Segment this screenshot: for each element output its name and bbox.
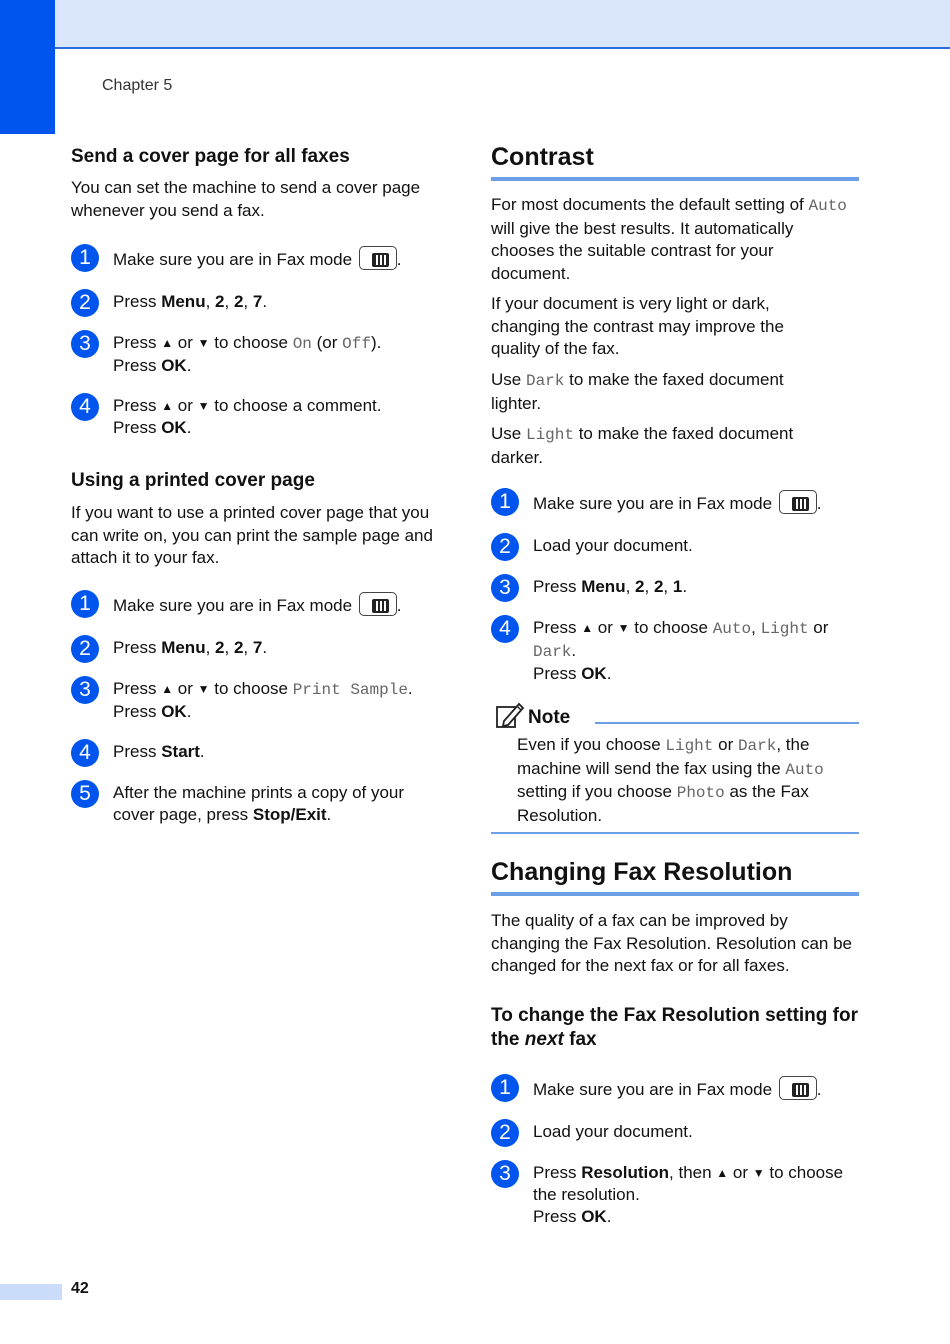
step-text: Make sure you are in Fax mode . [533, 1076, 859, 1101]
step-number: 3 [491, 1160, 519, 1188]
down-arrow-icon: ▼ [197, 682, 210, 696]
step-number: 2 [71, 289, 99, 317]
resolution-subheading: To change the Fax Resolution setting for the next fax [491, 1005, 859, 1050]
fax-key-icon [779, 1076, 817, 1100]
step-number: 2 [491, 533, 519, 561]
step-number: 2 [491, 1119, 519, 1147]
heading-rule [491, 177, 859, 181]
step-number: 3 [71, 676, 99, 704]
step-text: Make sure you are in Fax mode . [533, 490, 859, 515]
page-number-bar [0, 1284, 62, 1300]
step-text: Make sure you are in Fax mode . [113, 246, 441, 271]
step-number: 5 [71, 780, 99, 808]
note-top-rule [595, 722, 859, 724]
chapter-tab [0, 0, 55, 134]
contrast-p3: Use Dark to make the faxed document lighter. [491, 370, 784, 413]
cover-all-intro: You can set the machine to send a cover page whenever you send a fax. [71, 178, 421, 220]
step-number: 1 [491, 1074, 519, 1102]
note-label: Note [528, 707, 571, 728]
step-text: Press ▲ or ▼ to choose Auto, Light or Dark. Press OK. [533, 618, 829, 683]
step-text: Press ▲ or ▼ to choose Print Sample. Press OK. [113, 679, 413, 721]
fax-key-icon [359, 592, 397, 616]
step-text: Press Menu, 2, 2, 1. [533, 577, 688, 596]
down-arrow-icon: ▼ [752, 1166, 765, 1180]
step-text: Press Menu, 2, 2, 7. [113, 292, 268, 311]
up-arrow-icon: ▲ [161, 399, 174, 413]
step-text: Press Resolution, then ▲ or ▼ to choose the resolution. Press OK. [533, 1163, 844, 1226]
down-arrow-icon: ▼ [197, 399, 210, 413]
step-text: After the machine prints a copy of your cover page, press Stop/Exit. [113, 783, 405, 824]
step-number: 1 [491, 488, 519, 516]
printed-cover-intro: If you want to use a printed cover page that you can write on, you can print the sample page and attach it to your fax. [71, 503, 433, 567]
printed-cover-heading: Using a printed cover page [71, 470, 315, 491]
chapter-label: Chapter 5 [102, 77, 173, 94]
fax-key-icon [779, 490, 817, 514]
up-arrow-icon: ▲ [716, 1166, 729, 1180]
step-text: Load your document. [533, 1122, 693, 1141]
contrast-p4: Use Light to make the faxed document darker. [491, 424, 794, 467]
step-number: 3 [491, 574, 519, 602]
step-text: Make sure you are in Fax mode . [113, 592, 441, 617]
resolution-heading: Changing Fax Resolution [491, 858, 793, 886]
down-arrow-icon: ▼ [197, 336, 210, 350]
step-text: Press ▲ or ▼ to choose a comment. Press OK. [113, 396, 382, 437]
step-number: 1 [71, 590, 99, 618]
step-text: Press Menu, 2, 2, 7. [113, 638, 268, 657]
resolution-intro: The quality of a fax can be improved by changing the Fax Resolution. Resolution can be changed for the next fax or for all faxes. [491, 911, 853, 975]
step-number: 4 [71, 393, 99, 421]
note-pencil-icon [495, 701, 525, 729]
step-number: 4 [491, 615, 519, 643]
note-bottom-rule [491, 832, 859, 834]
step-number: 2 [71, 635, 99, 663]
fax-key-icon [359, 246, 397, 270]
down-arrow-icon: ▼ [617, 621, 630, 635]
step-text: Press ▲ or ▼ to choose On (or Off). Press OK. [113, 333, 382, 375]
contrast-p1: For most documents the default setting of Auto will give the best results. It automatically chooses the suitable contrast for your document. [491, 195, 847, 283]
up-arrow-icon: ▲ [581, 621, 594, 635]
heading-rule [491, 892, 859, 896]
step-text: Load your document. [533, 536, 693, 555]
step-number: 1 [71, 244, 99, 272]
contrast-heading: Contrast [491, 143, 594, 171]
note-text: Even if you choose Light or Dark, the machine will send the fax using the Auto setting if you choose Photo as the Fax Resolution. [517, 735, 824, 825]
step-number: 4 [71, 739, 99, 767]
up-arrow-icon: ▲ [161, 336, 174, 350]
page-number: 42 [71, 1280, 89, 1297]
up-arrow-icon: ▲ [161, 682, 174, 696]
top-band [0, 0, 950, 49]
cover-all-heading: Send a cover page for all faxes [71, 146, 350, 167]
step-number: 3 [71, 330, 99, 358]
contrast-p2: If your document is very light or dark, changing the contrast may improve the quality of the fax. [491, 294, 784, 358]
step-text: Press Start. [113, 742, 205, 761]
